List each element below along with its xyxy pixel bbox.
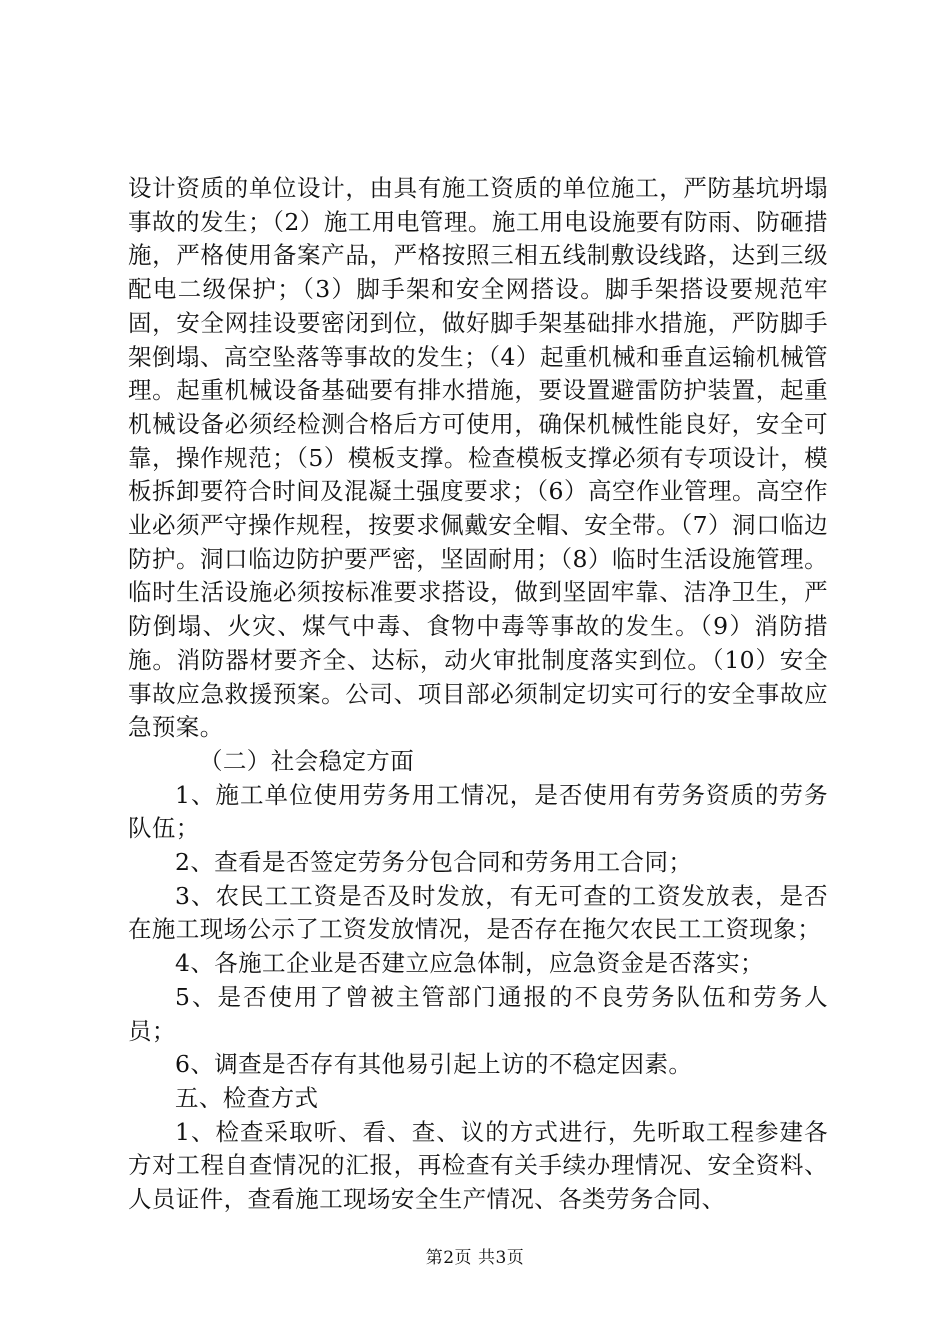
list-item: 3、农民工工资是否及时发放，有无可查的工资发放表，是否在施工现场公示了工资发放情况，是否存在拖欠农民工工资现象； (128, 881, 828, 944)
section-heading-inspection-method: 五、检查方式 (175, 1083, 319, 1112)
list-item: 4、各施工企业是否建立应急体制，应急资金是否落实； (175, 949, 764, 978)
document-body (128, 172, 828, 1217)
paragraph-safety-measures: 设计资质的单位设计，由具有施工资质的单位施工，严防基坑坍塌事故的发生；（2）施工用电管理。施工用电设施要有防雨、防砸措施，严格使用备案产品，严格按照三相五线制敷设线路，达到三级配电二级保护；（3）脚手架和安全网搭设。脚手架搭设要规范牢固，安全网挂设要密闭到位，做好脚手架基础排水措施，严防脚手架倒塌、高空坠落等事故的发生；（4）起重机械和垂直运输机械管理。起重机械设备基础要有排水措施，要设置避雷防护装置，起重机械设备必须经检测合格后方可使用，确保机械性能良好，安全可靠，操作规范；（5）模板支撑。检查模板支撑必须有专项设计，模板拆卸要符合时间及混凝土强度要求；（6）高空作业管理。高空作业必须严守操作规程，按要求佩戴安全帽、安全带。（7）洞口临边防护。洞口临边防护要严密，坚固耐用；（8）临时生活设施管理。临时生活设施必须按标准要求搭设，做到坚固牢靠、洁净卫生，严防倒塌、火灾、煤气中毒、食物中毒等事故的发生。（9）消防措施。消防器材要齐全、达标，动火审批制度落实到位。（10）安全事故应急救援预案。公司、项目部必须制定切实可行的安全事故应急预案。 (128, 174, 828, 742)
page-number-footer: 第2页 共3页 (425, 1248, 525, 1268)
list-item: 2、查看是否签定劳务分包合同和劳务用工合同； (175, 848, 693, 877)
list-item: 5、是否使用了曾被主管部门通报的不良劳务队伍和劳务人员； (128, 982, 828, 1045)
list-item: 1、施工单位使用劳务用工情况，是否使用有劳务资质的劳务队伍； (128, 780, 828, 843)
section-heading-social-stability: （二）社会稳定方面 (199, 746, 415, 775)
list-item: 1、检查采取听、看、查、议的方式进行，先听取工程参建各方对工程自查情况的汇报，再检查有关手续办理情况、安全资料、人员证件，查看施工现场安全生产情况、各类劳务合同、 (128, 1117, 828, 1214)
list-item: 6、调查是否存有其他易引起上访的不稳定因素。 (175, 1050, 693, 1079)
